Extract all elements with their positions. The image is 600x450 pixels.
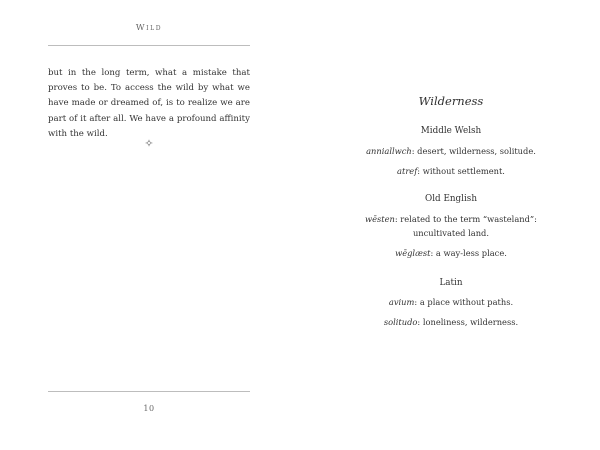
definition-line xyxy=(350,248,552,258)
definition-text: : desert, wilderness, solitude. xyxy=(411,146,536,156)
definition-text: : without settlement. xyxy=(417,166,505,176)
definition-line xyxy=(350,146,552,156)
definition-line xyxy=(350,214,552,224)
footer-rule xyxy=(48,391,250,392)
right-page xyxy=(350,0,552,450)
entry-title: Wilderness xyxy=(418,94,484,108)
definition-term: avium xyxy=(388,297,415,307)
definition-term: wēglæst xyxy=(395,248,431,258)
definition-line xyxy=(350,166,552,176)
definition-line xyxy=(350,317,552,327)
definition-text: : a place without paths. xyxy=(414,297,514,307)
language-heading-old-english: Old English xyxy=(425,194,477,204)
page-number: 10 xyxy=(143,404,155,413)
definition-continuation: uncultivated land. xyxy=(412,228,490,238)
definition-term: atref xyxy=(397,166,418,176)
header-rule xyxy=(48,45,250,46)
left-page xyxy=(48,0,250,450)
section-ornament-icon: ✧ xyxy=(144,137,154,150)
body-paragraph: but in the long term, what a mistake that proves to be. To access the wild by what we have made or dreamed of, is to realize we are part of it after all. We have a profound affinity with the wild. xyxy=(48,68,250,139)
definition-text: : loneliness, wilderness. xyxy=(417,317,519,327)
running-head: Wild xyxy=(135,23,163,33)
definition-term: wēsten xyxy=(365,214,395,224)
definition-text: : related to the term “wasteland”: xyxy=(394,214,537,224)
language-heading-middle-welsh: Middle Welsh xyxy=(420,126,482,136)
definition-line xyxy=(350,297,552,307)
definition-term: solitudo xyxy=(383,317,418,327)
definition-text: : a way-less place. xyxy=(430,248,507,258)
definition-term: anniallwch xyxy=(366,146,412,156)
language-heading-latin: Latin xyxy=(439,278,463,288)
